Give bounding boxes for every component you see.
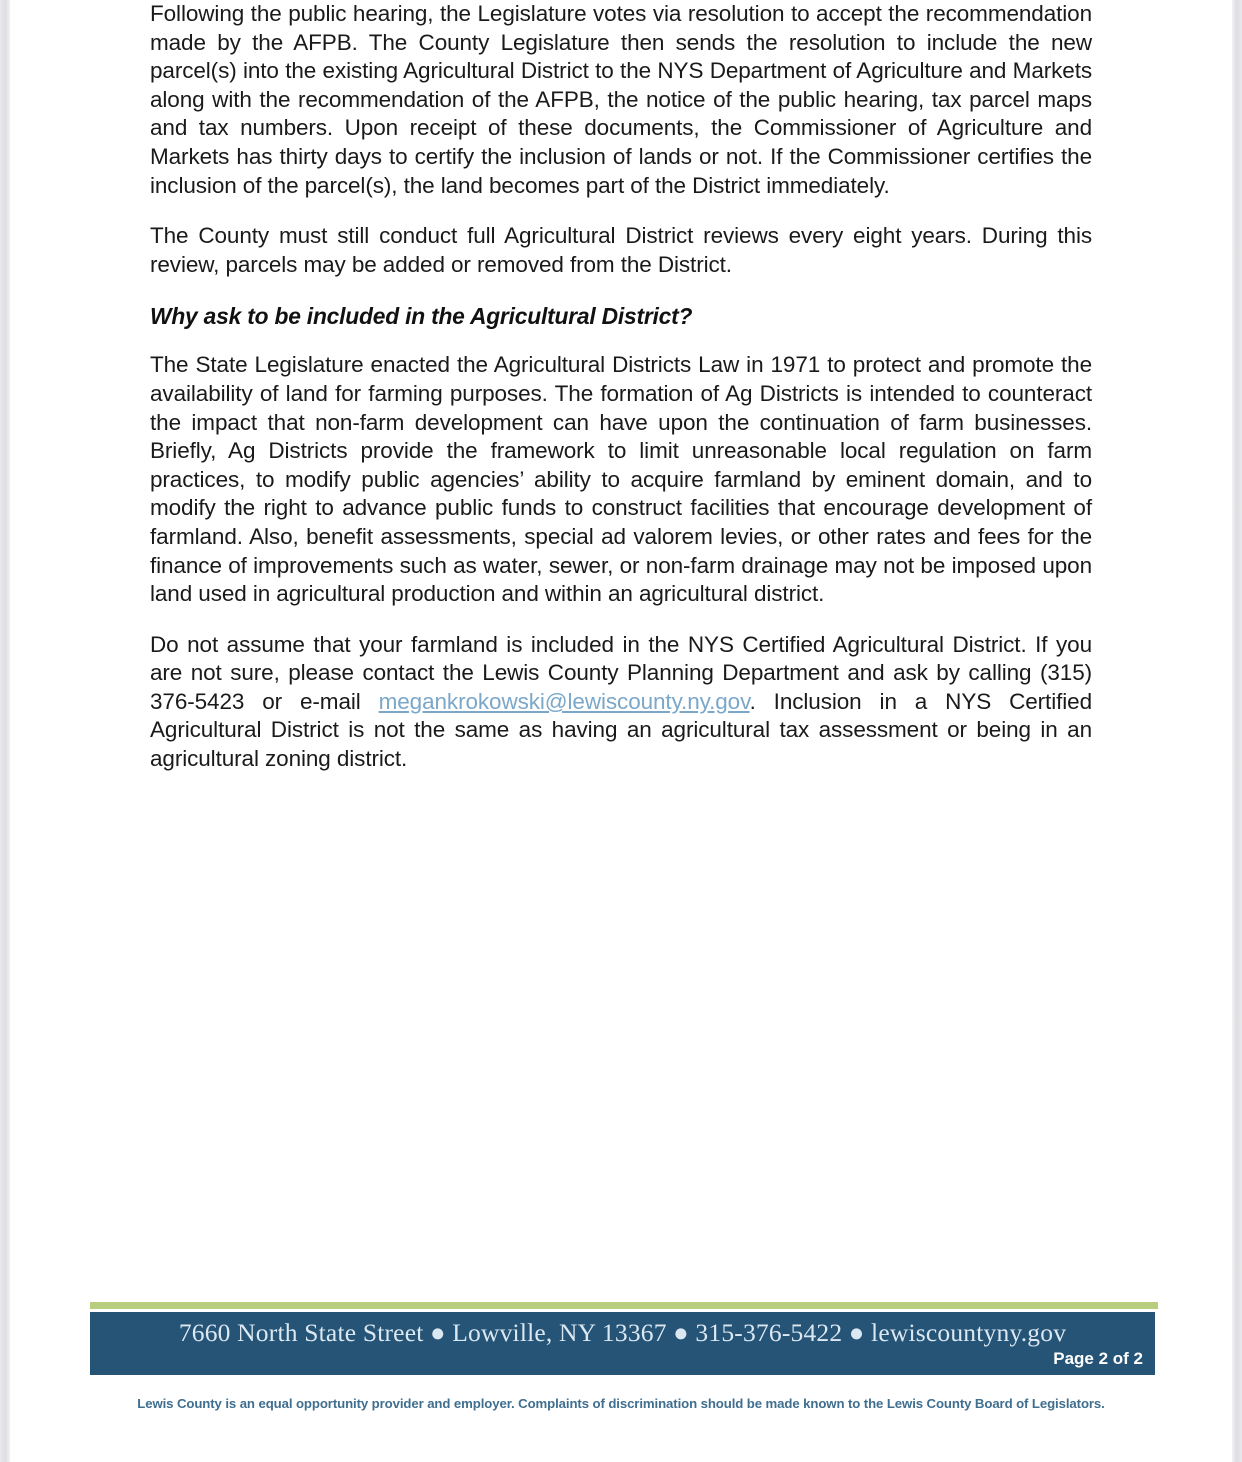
viewer-left-gutter <box>0 0 10 1462</box>
document-body <box>150 0 1092 774</box>
footer-address-line: 7660 North State Street ● Lowville, NY 13367 ● 315-376-5422 ● lewiscountyny.gov <box>178 1318 1067 1347</box>
section-heading-why-ask: Why ask to be included in the Agricultural District? <box>150 303 693 330</box>
paragraph-public-hearing: Following the public hearing, the Legislature votes via resolution to accept the recommendation made by the AFPB. The County Legislature then sends the resolution to include the new parcel(s) into the existing Agricultural District to the NYS Department of Agriculture and Markets along with the recommendation of the AFPB, the notice of the public hearing, tax parcel maps and tax numbers. Upon receipt of these documents, the Commissioner of Agriculture and Markets has thirty days to certify the inclusion of lands or not. If the Commissioner certifies the inclusion of the parcel(s), the land becomes part of the District immediately. <box>150 1 1092 198</box>
paragraph-district-reviews: The County must still conduct full Agricultural District reviews every eight years. During this review, parcels may be added or removed from the District. <box>150 223 1092 277</box>
email-link[interactable]: megankrokowski@lewiscounty.ny.gov <box>378 688 750 714</box>
contact-text-after-link: . Inclusion in a NYS Certified Agricultural District is not the same as having an agricultural tax assessment or being in an agricultural zoning district. <box>150 688 1092 772</box>
viewer-right-gutter <box>1232 0 1242 1462</box>
equal-opportunity-disclaimer: Lewis County is an equal opportunity provider and employer. Complaints of discrimination should be made known to the Lewis County Board of Legislators. <box>137 1396 1105 1411</box>
page-footer <box>90 1302 1155 1375</box>
contact-text-before-link: Do not assume that your farmland is included in the NYS Certified Agricultural District. If you are not sure, please contact the Lewis County Planning Department and ask by calling (315) 376-5423 or e-mail <box>150 631 1092 714</box>
paragraph-ag-districts-law: The State Legislature enacted the Agricultural Districts Law in 1971 to protect and promote the availability of land for farming purposes. The formation of Ag Districts is intended to counteract the impact that non-farm development can have upon the continuation of farm businesses. Briefly, Ag Districts provide the framework to limit unreasonable local regulation on farm practices, to modify public agencies’ ability to acquire farmland by eminent domain, and to modify the right to advance public funds to construct facilities that encourage development of farmland. Also, benefit assessments, special ad valorem levies, or other rates and fees for the finance of improvements such as water, sewer, or non-farm drainage may not be imposed upon land used in agricultural production and within an agricultural district. <box>150 352 1092 607</box>
footer-bar <box>90 1312 1155 1375</box>
document-page <box>10 0 1232 1462</box>
footer-accent-rule <box>90 1302 1158 1309</box>
paragraph-contact <box>150 631 1092 774</box>
page-number-label: Page 2 of 2 <box>1053 1349 1143 1368</box>
